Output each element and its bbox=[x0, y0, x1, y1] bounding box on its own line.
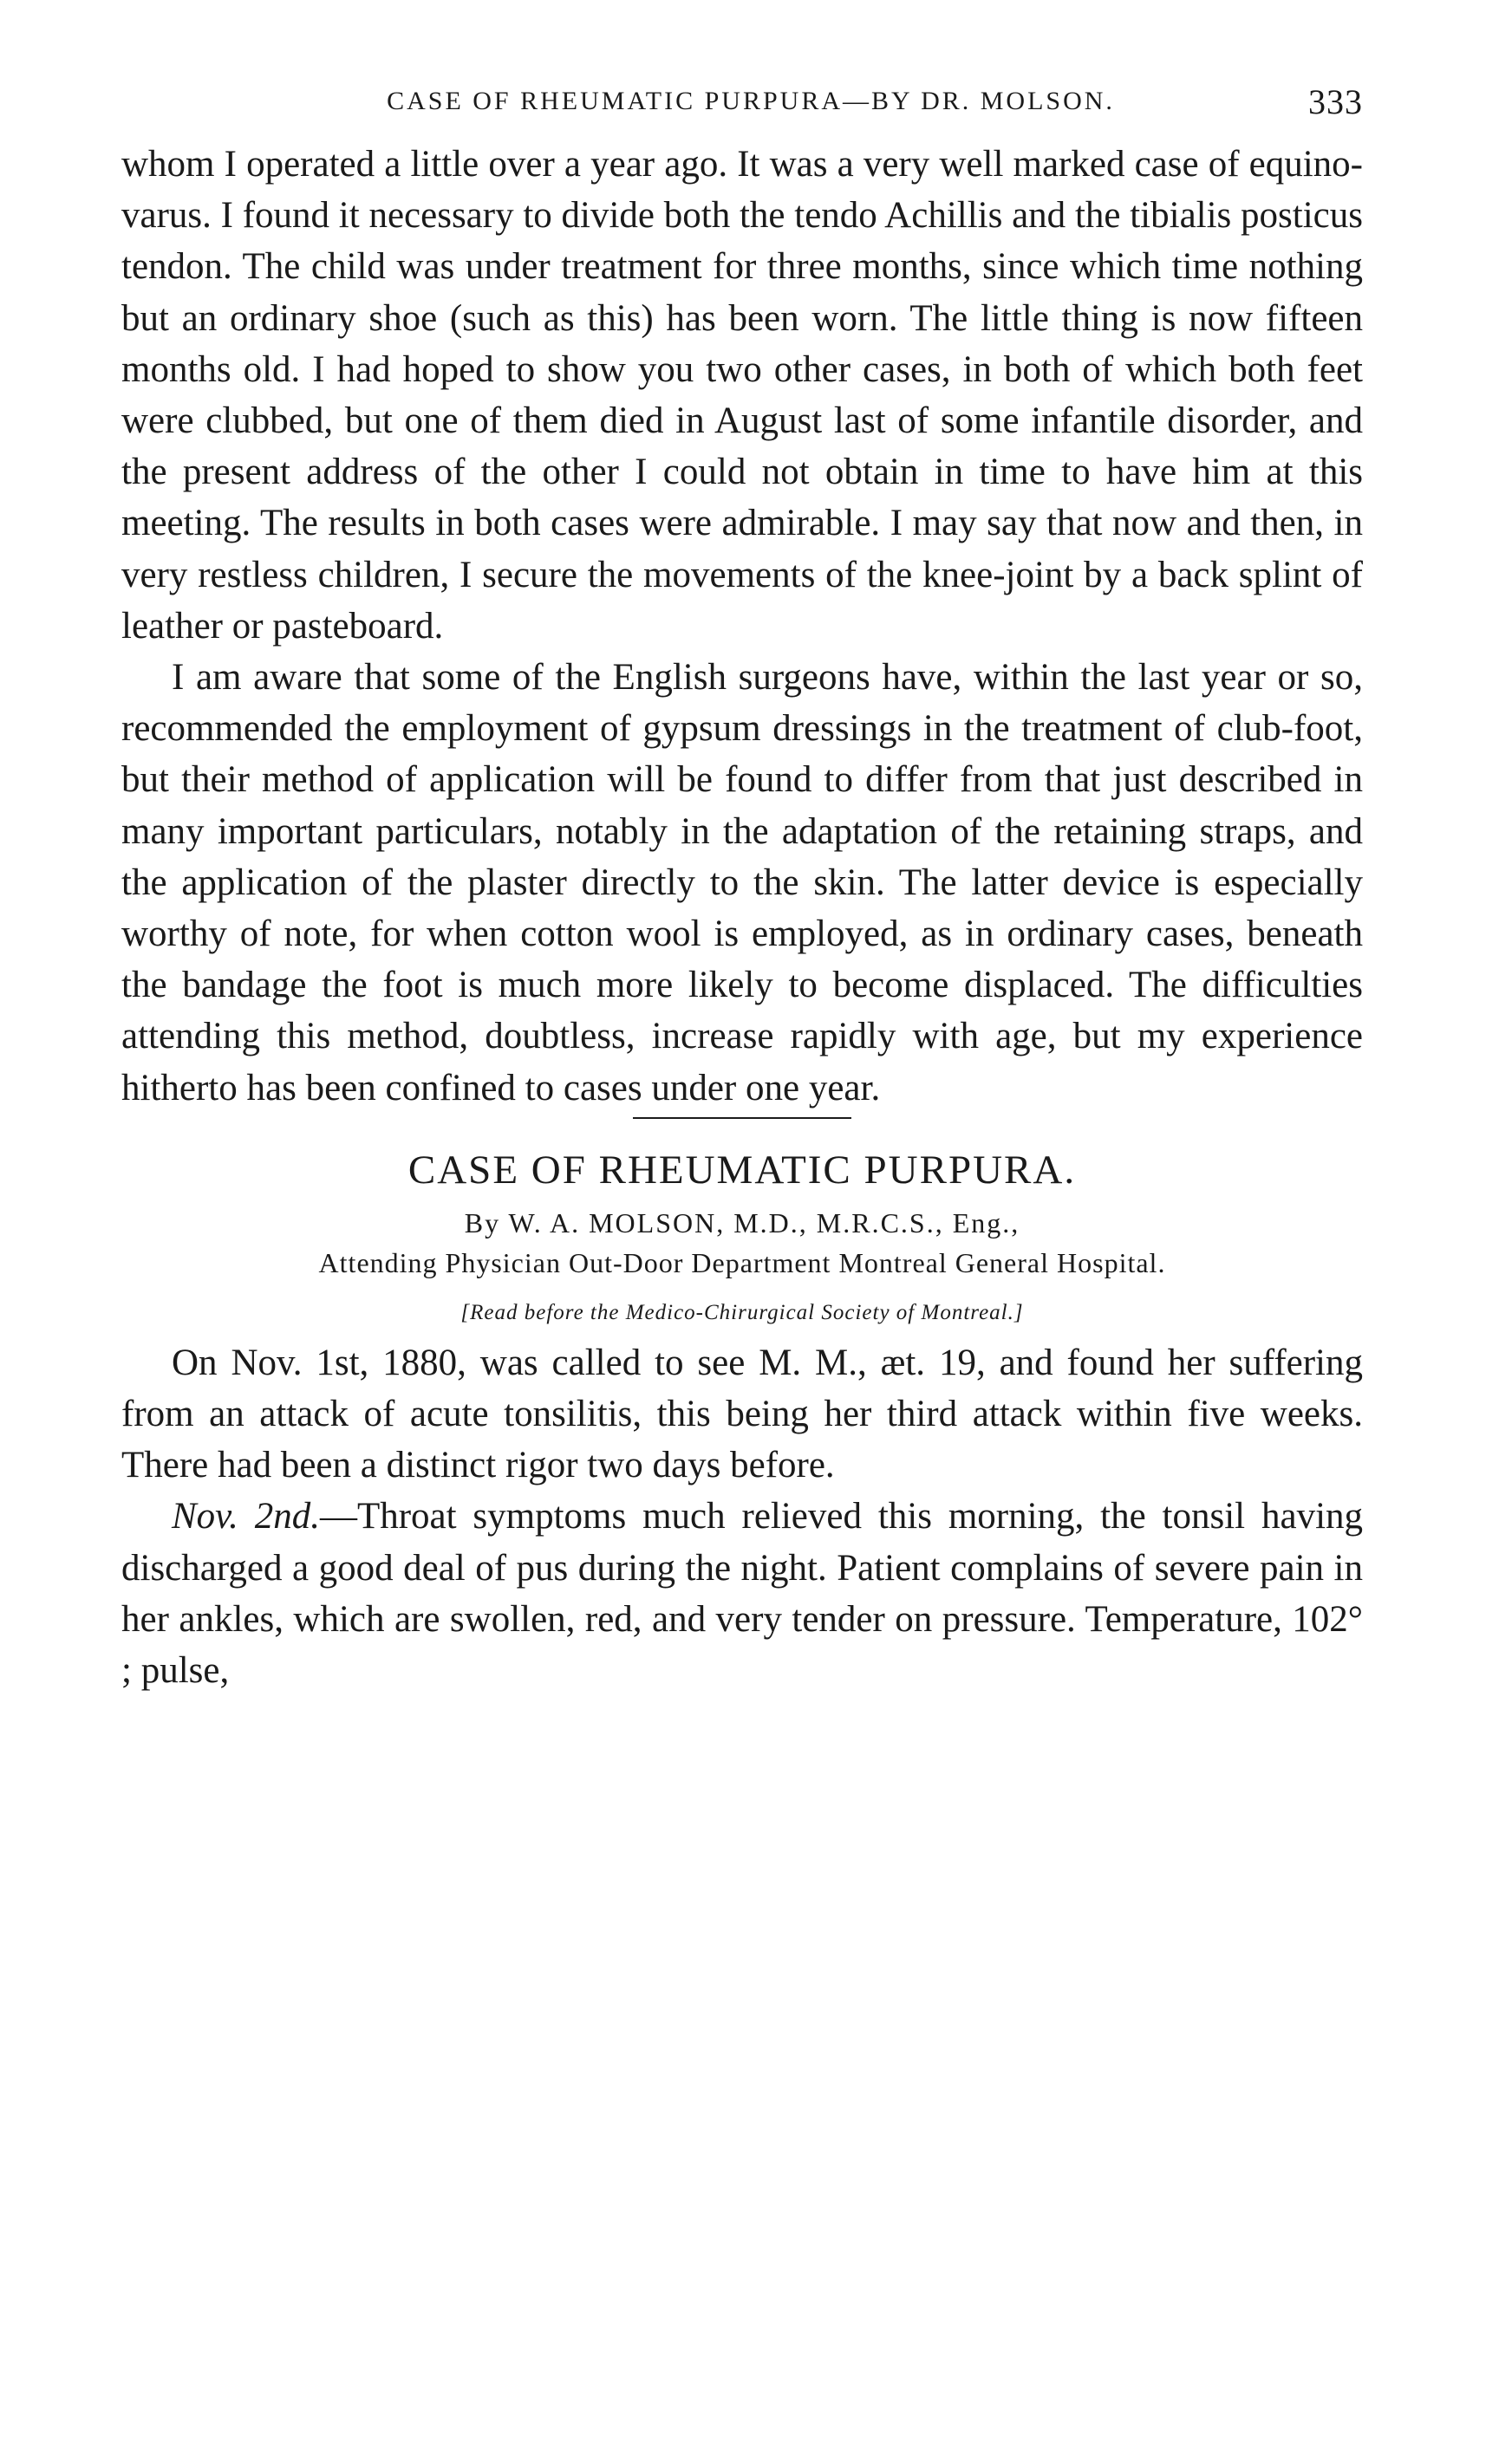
body-paragraph: I am aware that some of the English surgeons have, within the last year or so, recommended the employment of gypsum dressings in the treatment of club-foot, but their method of application will be found to differ from that just described in many important particulars, notably in the adaptation of the retaining straps, and the application of the plaster directly to the skin. The latter device is especially worthy of note, for when cotton wool is employed, as in ordinary cases, beneath the bandage the foot is much more likely to become displaced. The difficulties attending this method, doubtless, increase rapidly with age, but my experience hitherto has been confined to cases under one year. bbox=[121, 657, 1363, 1108]
book-page bbox=[121, 82, 1364, 1696]
case-date: Nov. 2nd. bbox=[172, 1496, 320, 1538]
page-number: 333 bbox=[1308, 82, 1363, 121]
case-paragraph: On Nov. 1st, 1880, was called to see M. M., æt. 19, and found her suffering from an attack of acute tonsilitis, this being her third attack within five weeks. There had been a distinct rigor two days before. bbox=[121, 1342, 1363, 1486]
article-byline: By W. A. MOLSON, M.D., M.R.C.S., Eng., bbox=[464, 1206, 1020, 1239]
author-affiliation: Attending Physician Out-Door Department Montreal General Hospital. bbox=[318, 1246, 1166, 1278]
case-paragraph-text: —Throat symptoms much relieved this morning, the tonsil having discharged a good deal of pus during the night. Patient complains of severe pain in her ankles, which are swollen, red, and very tender on pressure. Temperature, 102° ; pulse, bbox=[121, 1496, 1364, 1692]
running-head-title: CASE OF RHEUMATIC PURPURA—BY DR. MOLSON. bbox=[387, 87, 1115, 115]
read-before-note: [Read before the Medico-Chirurgical Society of Montreal.] bbox=[460, 1300, 1024, 1324]
article-title: CASE OF RHEUMATIC PURPURA. bbox=[407, 1147, 1077, 1193]
body-paragraph-continued: whom I operated a little over a year ago. It was a very well marked case of equino-varus. I found it necessary to divide both the tendo Achillis and the tibialis posticus tendon. The child was under treatment for three months, since which time nothing but an ordinary shoe (such as this) has been worn. The little thing is now fifteen months old. I had hoped to show you two other cases, in both of which both feet were clubbed, but one of them died in August last of some infantile disorder, and the present address of the other I could not obtain in time to have him at this meeting. The results in both cases were admirable. I may say that now and then, in very restless children, I secure the movements of the knee-joint by a back splint of leather or pasteboard. bbox=[121, 144, 1363, 647]
running-head bbox=[121, 82, 1363, 139]
case-paragraph-dated bbox=[121, 1491, 1363, 1696]
section-divider-rule bbox=[633, 1117, 851, 1119]
